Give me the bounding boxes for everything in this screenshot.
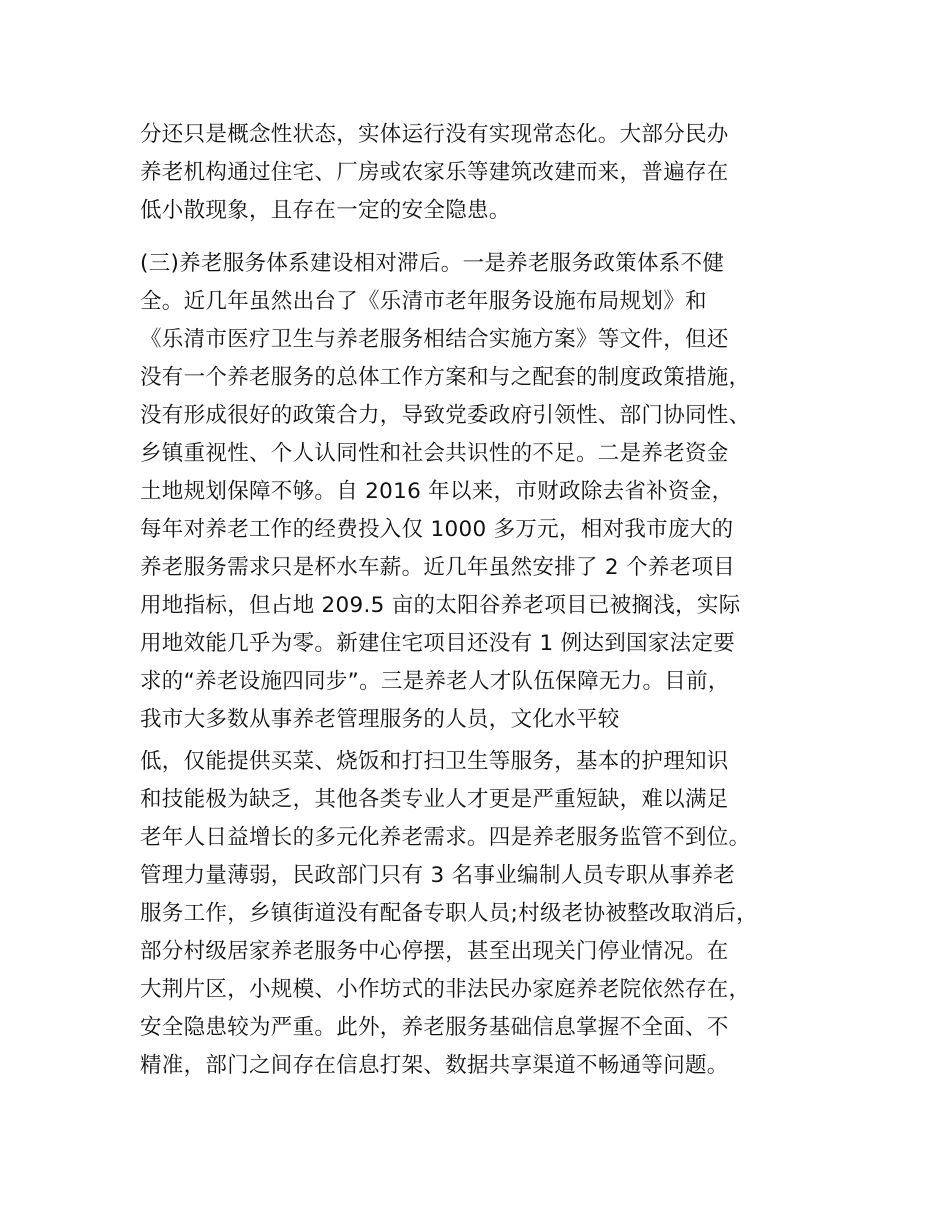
- text-line: 用地效能几乎为零。新建住宅项目还没有 1 例达到国家法定要: [140, 631, 736, 656]
- text-line: 没有一个养老服务的总体工作方案和与之配套的制度政策措施，: [140, 365, 751, 390]
- text-line: 和技能极为缺乏，其他各类专业人才更是严重短缺，难以满足: [140, 787, 729, 812]
- text-line: 养老服务需求只是杯水车薪。近几年虽然安排了 2 个养老项目: [140, 555, 736, 580]
- text-line: 老年人日益增长的多元化养老需求。四是养老服务监管不到位。: [140, 825, 751, 850]
- text-line: 低，仅能提供买菜、烧饭和打扫卫生等服务，基本的护理知识: [140, 749, 729, 774]
- text-line: 用地指标，但占地 209.5 亩的太阳谷养老项目已被搁浅，实际: [140, 593, 741, 618]
- text-line: (三)养老服务体系建设相对滞后。一是养老服务政策体系不健: [140, 251, 725, 276]
- text-line: 管理力量薄弱，民政部门只有 3 名事业编制人员专职从事养老: [140, 863, 736, 888]
- text-line: 求的“养老设施四同步”。三是养老人才队伍保障无力。目前，: [140, 669, 730, 694]
- text-line: 部分村级居家养老服务中心停摆，甚至出现关门停业情况。在: [140, 939, 729, 964]
- text-line: 分还只是概念性状态，实体运行没有实现常态化。大部分民办: [140, 122, 729, 147]
- paragraph-3: [140, 743, 830, 1085]
- text-line: 安全隐患较为严重。此外，养老服务基础信息掌握不全面、不: [140, 1015, 729, 1040]
- text-line: 每年对养老工作的经费投入仅 1000 多万元，相对我市庞大的: [140, 517, 734, 542]
- text-line: 我市大多数从事养老管理服务的人员，文化水平较: [140, 707, 620, 732]
- paragraph-1: [140, 116, 830, 230]
- text-line: 养老机构通过住宅、厂房或农家乐等建筑改建而来，普遍存在: [140, 160, 729, 185]
- text-line: 大荆片区，小规模、小作坊式的非法民办家庭养老院依然存在，: [140, 977, 751, 1002]
- text-line: 服务工作，乡镇街道没有配备专职人员;村级老协被整改取消后，: [140, 901, 758, 926]
- paragraph-2: [140, 245, 830, 739]
- text-line: 《乐清市医疗卫生与养老服务相结合实施方案》等文件，但还: [140, 327, 729, 352]
- text-line: 乡镇重视性、个人认同性和社会共识性的不足。二是养老资金: [140, 441, 729, 466]
- text-line: 精准，部门之间存在信息打架、数据共享渠道不畅通等问题。: [140, 1053, 729, 1078]
- text-line: 没有形成很好的政策合力，导致党委政府引领性、部门协同性、: [140, 403, 751, 428]
- text-line: 全。近几年虽然出台了《乐清市老年服务设施布局规划》和: [140, 289, 707, 314]
- text-line: 土地规划保障不够。自 2016 年以来，市财政除去省补资金，: [140, 479, 734, 504]
- text-line: 低小散现象，且存在一定的安全隐患。: [140, 198, 511, 223]
